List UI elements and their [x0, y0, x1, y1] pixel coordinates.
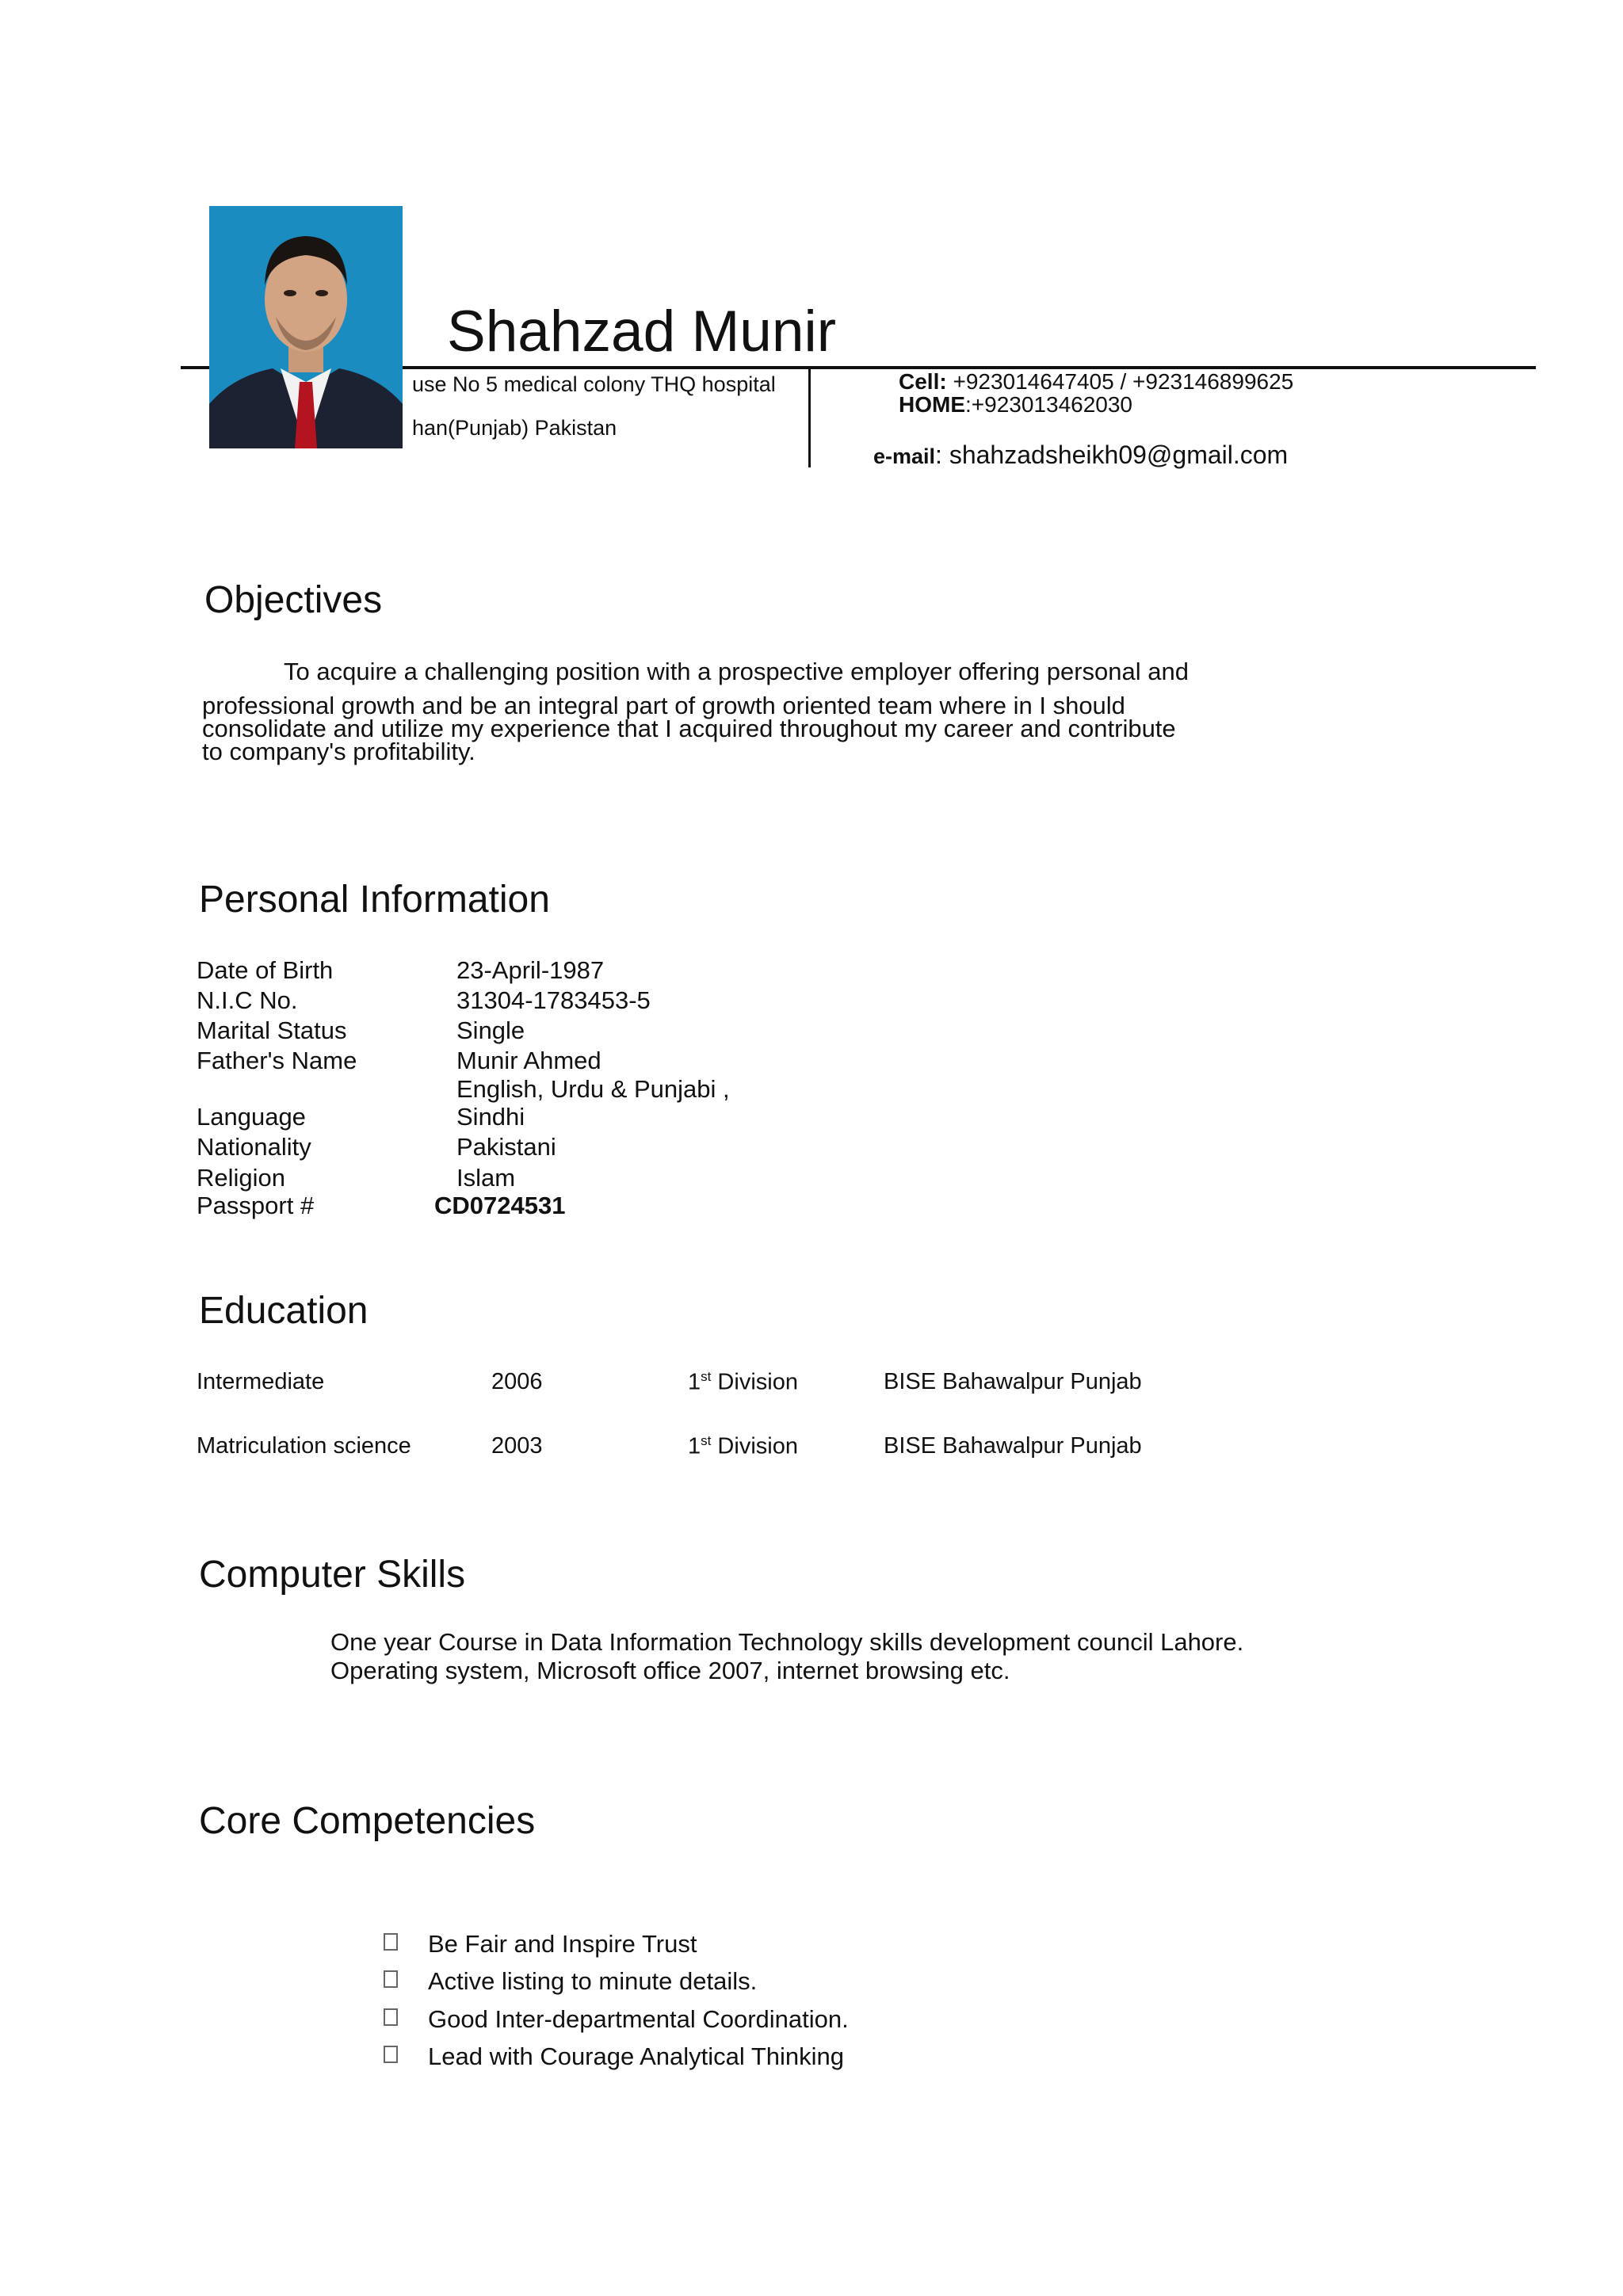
bullet-box-icon: [384, 1970, 398, 1988]
profile-photo: [209, 206, 403, 448]
email-value: : shahzadsheikh09@gmail.com: [935, 441, 1289, 469]
objective-text-line-1: To acquire a challenging position with a prospective employer offering personal and: [284, 658, 1189, 685]
pi-value-language-1: English, Urdu & Punjabi ,: [456, 1075, 730, 1103]
edu-degree: Intermediate: [197, 1369, 325, 1394]
competency-item: Lead with Courage Analytical Thinking: [428, 2042, 845, 2070]
edu-year: 2006: [491, 1369, 543, 1394]
edu-division: [688, 1433, 798, 1460]
division-text: Division: [711, 1369, 798, 1395]
division-text: Division: [711, 1433, 798, 1459]
edu-board: BISE Bahawalpur Punjab: [884, 1433, 1142, 1459]
email-label: e-mail: [873, 444, 936, 468]
objective-text-line-4: to company's profitability.: [202, 738, 475, 765]
pi-label-marital: Marital Status: [197, 1016, 347, 1044]
pi-label-nic: N.I.C No.: [197, 986, 298, 1014]
contact-divider: [808, 369, 811, 467]
computer-skills-heading: Computer Skills: [199, 1554, 466, 1596]
personal-info-heading: Personal Information: [199, 879, 550, 921]
pi-label-religion: Religion: [197, 1164, 286, 1192]
email: [873, 441, 1288, 470]
computer-skill-line: One year Course in Data Information Technology skills development council Lahore.: [330, 1628, 1244, 1656]
pi-label-language: Language: [197, 1103, 306, 1131]
cell-value: +923014647405 / +923146899625: [946, 369, 1294, 394]
competency-item: Be Fair and Inspire Trust: [428, 1930, 697, 1958]
candidate-name: Shahzad Munir: [447, 299, 837, 364]
edu-board: BISE Bahawalpur Punjab: [884, 1369, 1142, 1394]
pi-value-passport: CD0724531: [434, 1192, 566, 1219]
pi-label-nationality: Nationality: [197, 1133, 311, 1161]
pi-value-dob: 23-April-1987: [456, 956, 605, 984]
pi-value-religion: Islam: [456, 1164, 516, 1192]
pi-value-nic: 31304-1783453-5: [456, 986, 651, 1014]
pi-value-nationality: Pakistani: [456, 1133, 556, 1161]
objective-text-line-2: professional growth and be an integral part of growth oriented team where in I should: [202, 692, 1125, 719]
address-line-1: use No 5 medical colony THQ hospital: [412, 372, 776, 396]
pi-value-father: Munir Ahmed: [456, 1047, 601, 1074]
pi-label-dob: Date of Birth: [197, 956, 334, 984]
cell-label: Cell:: [899, 369, 947, 394]
competency-item: Active listing to minute details.: [428, 1967, 758, 1995]
bullet-box-icon: [384, 1933, 398, 1951]
competency-item: Good Inter-departmental Coordination.: [428, 2005, 849, 2033]
pi-value-language-2: Sindhi: [456, 1103, 525, 1131]
pi-value-marital: Single: [456, 1016, 525, 1044]
objective-text-line-3: consolidate and utilize my experience that I acquired throughout my career and contribute: [202, 715, 1176, 742]
bullet-box-icon: [384, 2046, 398, 2063]
computer-skill-line: Operating system, Microsoft office 2007, internet browsing etc.: [330, 1657, 1010, 1684]
objective-text-rest: [202, 694, 1176, 763]
objectives-heading: Objectives: [204, 579, 383, 621]
home-value: :+923013462030: [965, 392, 1132, 417]
division-suffix: st: [701, 1433, 712, 1448]
edu-year: 2003: [491, 1433, 543, 1459]
home-label: HOME: [899, 392, 965, 417]
bullet-box-icon: [384, 2008, 398, 2026]
pi-label-passport: Passport #: [197, 1192, 315, 1219]
division-suffix: st: [701, 1369, 712, 1384]
edu-division: [688, 1369, 798, 1396]
division-number: 1: [688, 1433, 701, 1459]
education-heading: Education: [199, 1290, 369, 1332]
core-competencies-heading: Core Competencies: [199, 1800, 536, 1842]
edu-degree: Matriculation science: [197, 1433, 411, 1459]
pi-label-father: Father's Name: [197, 1047, 357, 1074]
address-line-2: han(Punjab) Pakistan: [412, 416, 617, 440]
home-phone: [899, 392, 1132, 418]
division-number: 1: [688, 1369, 701, 1395]
cell-phone: [899, 369, 1293, 395]
